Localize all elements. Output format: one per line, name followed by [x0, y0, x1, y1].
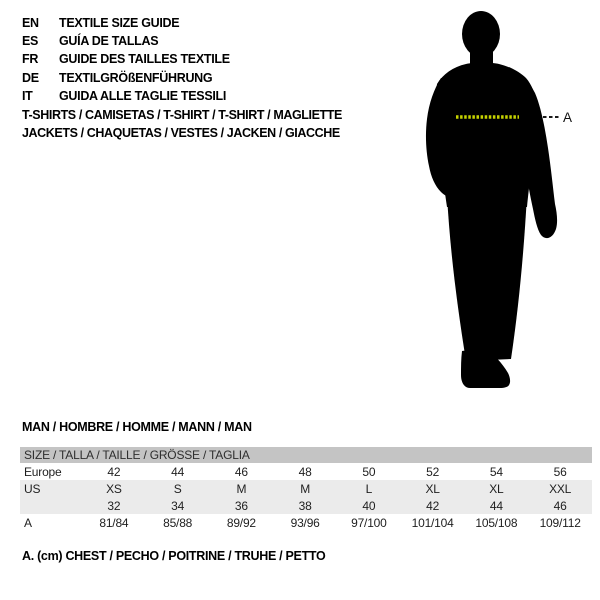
- man-silhouette-figure: [403, 0, 593, 395]
- table-cell: M: [300, 481, 311, 496]
- table-cell: 42: [107, 464, 121, 479]
- language-code: DE: [22, 70, 39, 85]
- table-cell: XXL: [549, 481, 572, 496]
- footnote: A. (cm) CHEST / PECHO / POITRINE / TRUHE / PETTO: [22, 549, 326, 563]
- language-list: [22, 14, 230, 105]
- table-cell: 89/92: [226, 515, 256, 530]
- table-cell: XL: [489, 481, 504, 496]
- table-row-us: [20, 480, 592, 497]
- table-cell: 48: [298, 464, 312, 479]
- table-cell: 85/88: [163, 515, 193, 530]
- language-label: TEXTILE SIZE GUIDE: [59, 16, 180, 31]
- table-cell: 46: [553, 498, 567, 513]
- language-label: GUÍA DE TALLAS: [59, 34, 159, 49]
- table-cell: 36: [234, 498, 248, 513]
- table-cell: 93/96: [290, 515, 320, 530]
- section-title: MAN / HOMBRE / HOMME / MANN / MAN: [22, 420, 252, 434]
- table-cell: 101/104: [411, 515, 454, 530]
- man-silhouette: [426, 11, 557, 388]
- language-row: [22, 87, 230, 105]
- language-row: [22, 50, 230, 68]
- table-row-chest-cm: [20, 514, 592, 531]
- row-label: US: [24, 481, 41, 496]
- table-cell: 46: [234, 464, 248, 479]
- language-label: GUIDA ALLE TAGLIE TESSILI: [59, 88, 227, 103]
- table-cell: XS: [106, 481, 122, 496]
- category-line-tshirts: T-SHIRTS / CAMISETAS / T-SHIRT / T-SHIRT / MAGLIETTE: [22, 108, 342, 122]
- row-label: A: [24, 515, 32, 530]
- table-cell: 97/100: [351, 515, 387, 530]
- category-list: [22, 106, 342, 142]
- language-row: [22, 69, 230, 87]
- table-cell: XL: [425, 481, 440, 496]
- table-cell: 32: [107, 498, 121, 513]
- language-code: ES: [22, 34, 39, 49]
- table-cell: M: [236, 481, 247, 496]
- table-cell: 44: [489, 498, 503, 513]
- language-row: [22, 14, 230, 32]
- category-line-jackets: JACKETS / CHAQUETAS / VESTES / JACKEN / GIACCHE: [22, 126, 340, 141]
- language-code: EN: [22, 16, 39, 31]
- table-cell: 56: [553, 464, 567, 479]
- language-label: GUIDE DES TAILLES TEXTILE: [59, 52, 230, 67]
- measurement-label-a: A: [563, 110, 573, 125]
- table-cell: 34: [171, 498, 185, 513]
- table-cell: 38: [298, 498, 312, 513]
- table-cell: 50: [362, 464, 376, 479]
- table-cell: 52: [426, 464, 440, 479]
- table-cell: 54: [489, 464, 503, 479]
- language-label: TEXTILGRÖßENFÜHRUNG: [59, 70, 213, 85]
- language-row: [22, 32, 230, 50]
- table-cell: 40: [362, 498, 376, 513]
- language-code: FR: [22, 52, 39, 67]
- language-code: IT: [22, 88, 33, 103]
- table-cell: S: [173, 481, 182, 496]
- table-row-alt-size: [20, 497, 592, 514]
- table-cell: L: [365, 481, 373, 496]
- silhouette-legs: [447, 195, 527, 361]
- row-label: Europe: [24, 464, 62, 479]
- table-cell: 105/108: [475, 515, 518, 530]
- table-cell: 81/84: [99, 515, 129, 530]
- table-header: SIZE / TALLA / TAILLE / GRÖSSE / TAGLIA: [20, 447, 592, 463]
- table-cell: 109/112: [539, 515, 581, 530]
- size-table: [20, 447, 592, 531]
- table-row-europe: [20, 463, 592, 480]
- table-cell: 44: [171, 464, 185, 479]
- table-cell: 42: [426, 498, 440, 513]
- man-silhouette-svg: [403, 0, 593, 395]
